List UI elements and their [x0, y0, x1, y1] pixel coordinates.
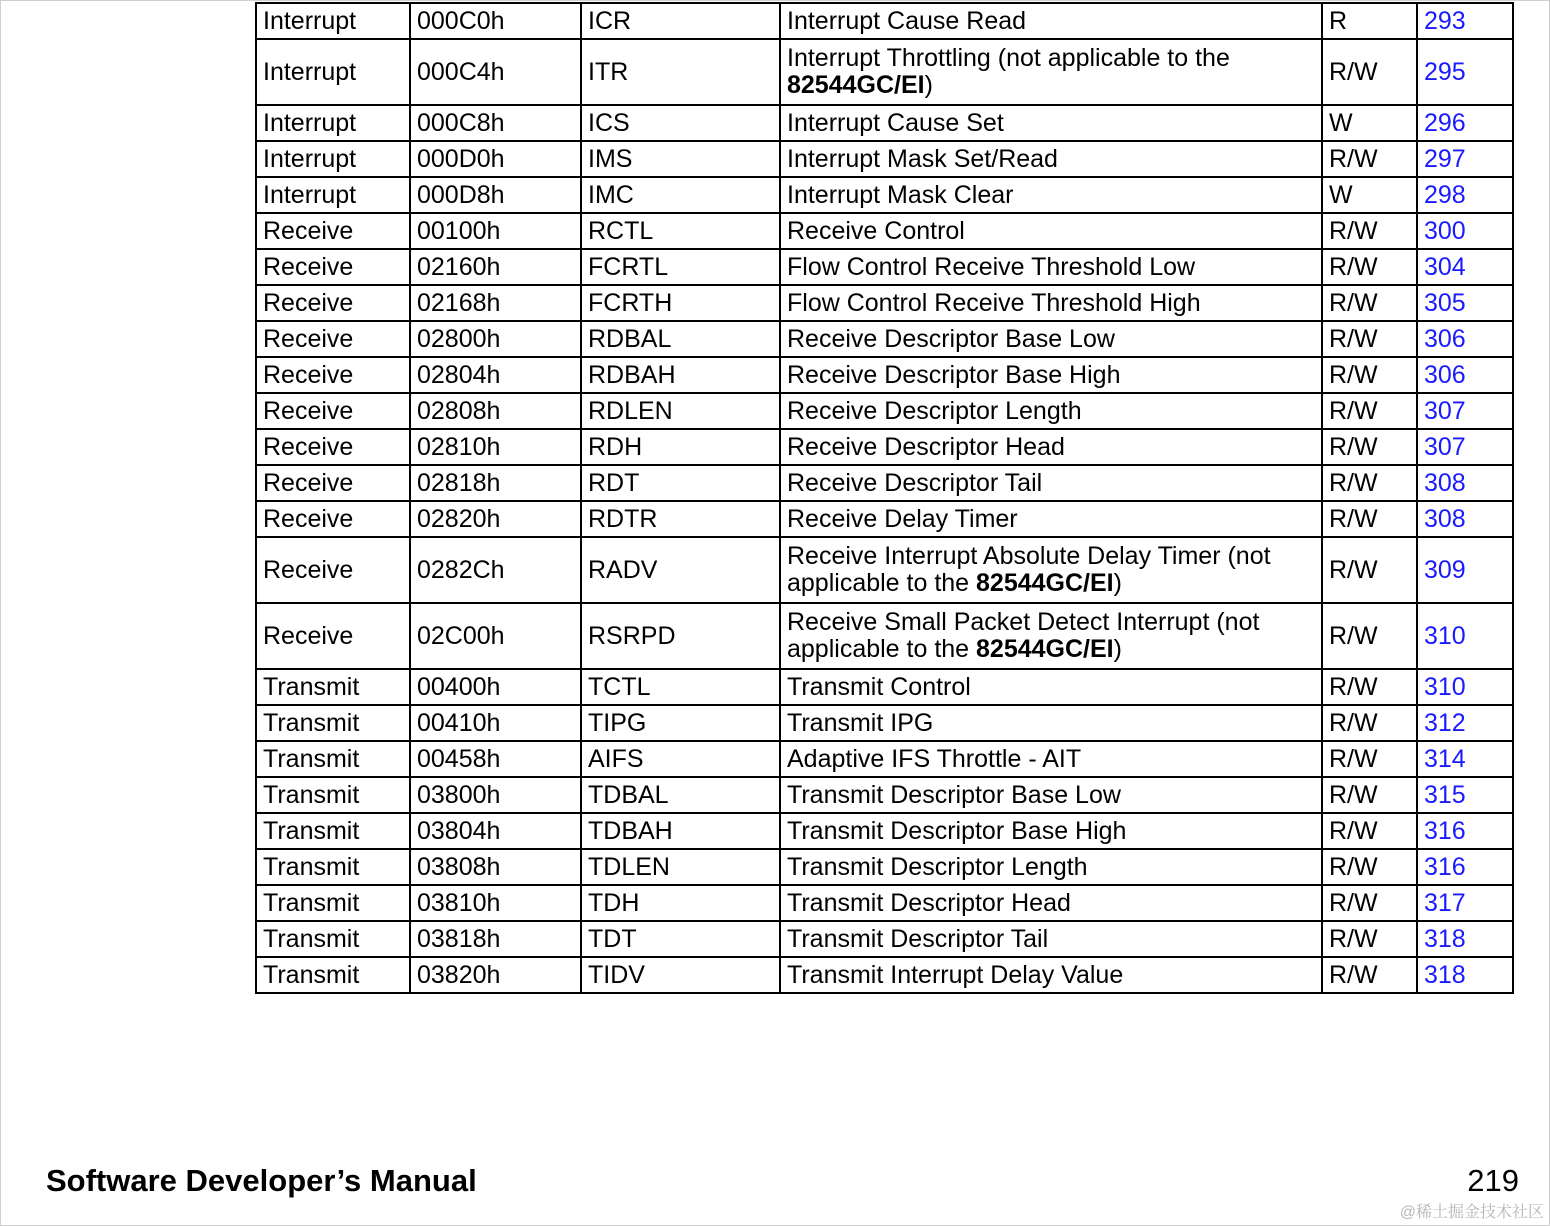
description-cell: Transmit IPG [780, 705, 1322, 741]
offset-cell: 02168h [410, 285, 581, 321]
page-link[interactable]: 316 [1417, 849, 1513, 885]
abbreviation-cell: RDBAH [581, 357, 780, 393]
abbreviation-cell: TIPG [581, 705, 780, 741]
page-link[interactable]: 310 [1417, 669, 1513, 705]
category-cell: Transmit [256, 741, 410, 777]
description-cell: Transmit Descriptor Tail [780, 921, 1322, 957]
table-row [256, 465, 1513, 501]
category-cell: Receive [256, 321, 410, 357]
category-cell: Interrupt [256, 3, 410, 39]
offset-cell: 03820h [410, 957, 581, 993]
description-cell: Interrupt Cause Read [780, 3, 1322, 39]
category-cell: Interrupt [256, 105, 410, 141]
offset-cell: 0282Ch [410, 537, 581, 603]
description-cell: Transmit Control [780, 669, 1322, 705]
page-link[interactable]: 318 [1417, 957, 1513, 993]
watermark: @稀土掘金技术社区 [1399, 1204, 1544, 1221]
offset-cell: 00400h [410, 669, 581, 705]
access-cell: R/W [1322, 603, 1417, 669]
category-cell: Interrupt [256, 177, 410, 213]
page-link[interactable]: 307 [1417, 429, 1513, 465]
offset-cell: 00100h [410, 213, 581, 249]
offset-cell: 02818h [410, 465, 581, 501]
footer-page-number: 219 [1467, 1163, 1519, 1198]
category-cell: Receive [256, 465, 410, 501]
category-cell: Receive [256, 429, 410, 465]
category-cell: Interrupt [256, 141, 410, 177]
description-cell: Receive Descriptor Length [780, 393, 1322, 429]
page-link[interactable]: 305 [1417, 285, 1513, 321]
description-part-number: 82544GC/EI [787, 71, 925, 99]
access-cell: R/W [1322, 249, 1417, 285]
table-row [256, 501, 1513, 537]
page-link[interactable]: 318 [1417, 921, 1513, 957]
access-cell: R/W [1322, 777, 1417, 813]
offset-cell: 03808h [410, 849, 581, 885]
page-link[interactable]: 312 [1417, 705, 1513, 741]
description-cell: Interrupt Cause Set [780, 105, 1322, 141]
page-link[interactable]: 317 [1417, 885, 1513, 921]
description-cell: Receive Descriptor Base High [780, 357, 1322, 393]
category-cell: Receive [256, 285, 410, 321]
abbreviation-cell: TCTL [581, 669, 780, 705]
offset-cell: 02160h [410, 249, 581, 285]
page-link[interactable]: 304 [1417, 249, 1513, 285]
description-tail: ) [924, 71, 933, 99]
page-link[interactable]: 306 [1417, 321, 1513, 357]
table-row [256, 813, 1513, 849]
abbreviation-cell: RDT [581, 465, 780, 501]
offset-cell: 03800h [410, 777, 581, 813]
abbreviation-cell: RDBAL [581, 321, 780, 357]
abbreviation-cell: FCRTH [581, 285, 780, 321]
abbreviation-cell: RADV [581, 537, 780, 603]
category-cell: Transmit [256, 849, 410, 885]
table-row [256, 3, 1513, 39]
table-row [256, 777, 1513, 813]
description-cell: Receive Descriptor Head [780, 429, 1322, 465]
table-row [256, 885, 1513, 921]
description-cell: Transmit Interrupt Delay Value [780, 957, 1322, 993]
abbreviation-cell: ICS [581, 105, 780, 141]
abbreviation-cell: TDLEN [581, 849, 780, 885]
table-row [256, 603, 1513, 669]
description-cell [780, 39, 1322, 105]
table-row [256, 105, 1513, 141]
category-cell: Transmit [256, 921, 410, 957]
description-cell: Flow Control Receive Threshold Low [780, 249, 1322, 285]
access-cell: R/W [1322, 921, 1417, 957]
description-cell: Receive Descriptor Base Low [780, 321, 1322, 357]
description-text: Receive Interrupt Absolute Delay Timer (not applicable to the [787, 542, 1271, 597]
register-table [255, 2, 1514, 994]
access-cell: R/W [1322, 501, 1417, 537]
table-row [256, 141, 1513, 177]
category-cell: Receive [256, 501, 410, 537]
page-link[interactable]: 300 [1417, 213, 1513, 249]
category-cell: Interrupt [256, 39, 410, 105]
description-tail: ) [1113, 635, 1122, 663]
offset-cell: 02C00h [410, 603, 581, 669]
offset-cell: 000C4h [410, 39, 581, 105]
access-cell: R/W [1322, 957, 1417, 993]
abbreviation-cell: TDBAH [581, 813, 780, 849]
access-cell: R/W [1322, 537, 1417, 603]
abbreviation-cell: TDT [581, 921, 780, 957]
category-cell: Receive [256, 249, 410, 285]
access-cell: R/W [1322, 741, 1417, 777]
table-row [256, 249, 1513, 285]
offset-cell: 02810h [410, 429, 581, 465]
table-row [256, 177, 1513, 213]
abbreviation-cell: RDTR [581, 501, 780, 537]
page-link[interactable]: 315 [1417, 777, 1513, 813]
page-link[interactable]: 297 [1417, 141, 1513, 177]
access-cell: R/W [1322, 39, 1417, 105]
abbreviation-cell: RDH [581, 429, 780, 465]
access-cell: W [1322, 105, 1417, 141]
page-link[interactable]: 296 [1417, 105, 1513, 141]
page-link[interactable]: 309 [1417, 537, 1513, 603]
access-cell: R/W [1322, 705, 1417, 741]
table-row [256, 429, 1513, 465]
category-cell: Transmit [256, 705, 410, 741]
page-link[interactable]: 316 [1417, 813, 1513, 849]
access-cell: R/W [1322, 141, 1417, 177]
category-cell: Transmit [256, 885, 410, 921]
offset-cell: 000D8h [410, 177, 581, 213]
offset-cell: 03818h [410, 921, 581, 957]
category-cell: Transmit [256, 777, 410, 813]
category-cell: Transmit [256, 669, 410, 705]
footer-title: Software Developer’s Manual [46, 1163, 477, 1198]
category-cell: Transmit [256, 957, 410, 993]
offset-cell: 03804h [410, 813, 581, 849]
abbreviation-cell: TDBAL [581, 777, 780, 813]
table-row [256, 213, 1513, 249]
offset-cell: 02820h [410, 501, 581, 537]
category-cell: Receive [256, 393, 410, 429]
abbreviation-cell: ITR [581, 39, 780, 105]
page-link[interactable]: 310 [1417, 603, 1513, 669]
offset-cell: 03810h [410, 885, 581, 921]
offset-cell: 00410h [410, 705, 581, 741]
abbreviation-cell: TDH [581, 885, 780, 921]
access-cell: R/W [1322, 393, 1417, 429]
offset-cell: 02800h [410, 321, 581, 357]
abbreviation-cell: RCTL [581, 213, 780, 249]
description-cell [780, 603, 1322, 669]
access-cell: R/W [1322, 357, 1417, 393]
offset-cell: 00458h [410, 741, 581, 777]
abbreviation-cell: AIFS [581, 741, 780, 777]
description-cell: Transmit Descriptor Base High [780, 813, 1322, 849]
description-cell: Receive Delay Timer [780, 501, 1322, 537]
access-cell: R/W [1322, 213, 1417, 249]
access-cell: R [1322, 3, 1417, 39]
abbreviation-cell: ICR [581, 3, 780, 39]
page-link[interactable]: 314 [1417, 741, 1513, 777]
offset-cell: 02804h [410, 357, 581, 393]
access-cell: R/W [1322, 285, 1417, 321]
page-link[interactable]: 307 [1417, 393, 1513, 429]
table-row [256, 393, 1513, 429]
offset-cell: 02808h [410, 393, 581, 429]
access-cell: R/W [1322, 465, 1417, 501]
table-row [256, 849, 1513, 885]
description-cell [780, 537, 1322, 603]
table-row [256, 537, 1513, 603]
abbreviation-cell: IMC [581, 177, 780, 213]
category-cell: Receive [256, 603, 410, 669]
table-row [256, 957, 1513, 993]
description-cell: Transmit Descriptor Head [780, 885, 1322, 921]
description-cell: Transmit Descriptor Base Low [780, 777, 1322, 813]
description-cell: Adaptive IFS Throttle - AIT [780, 741, 1322, 777]
description-part-number: 82544GC/EI [976, 635, 1114, 663]
abbreviation-cell: TIDV [581, 957, 780, 993]
access-cell: R/W [1322, 669, 1417, 705]
access-cell: W [1322, 177, 1417, 213]
abbreviation-cell: IMS [581, 141, 780, 177]
table-row [256, 321, 1513, 357]
description-tail: ) [1113, 569, 1122, 597]
register-table-body [256, 3, 1513, 993]
page-link[interactable]: 308 [1417, 465, 1513, 501]
description-text: Interrupt Throttling (not applicable to the [787, 44, 1230, 72]
table-row [256, 705, 1513, 741]
table-row [256, 741, 1513, 777]
table-row [256, 39, 1513, 105]
description-cell: Flow Control Receive Threshold High [780, 285, 1322, 321]
table-row [256, 921, 1513, 957]
description-text: Receive Small Packet Detect Interrupt (not applicable to the [787, 608, 1260, 663]
offset-cell: 000C0h [410, 3, 581, 39]
page-link[interactable]: 308 [1417, 501, 1513, 537]
description-cell: Transmit Descriptor Length [780, 849, 1322, 885]
category-cell: Transmit [256, 813, 410, 849]
abbreviation-cell: RSRPD [581, 603, 780, 669]
description-part-number: 82544GC/EI [976, 569, 1114, 597]
description-cell: Interrupt Mask Set/Read [780, 141, 1322, 177]
access-cell: R/W [1322, 849, 1417, 885]
abbreviation-cell: RDLEN [581, 393, 780, 429]
category-cell: Receive [256, 537, 410, 603]
page-link[interactable]: 295 [1417, 39, 1513, 105]
category-cell: Receive [256, 213, 410, 249]
table-row [256, 357, 1513, 393]
table-row [256, 285, 1513, 321]
offset-cell: 000D0h [410, 141, 581, 177]
description-cell: Interrupt Mask Clear [780, 177, 1322, 213]
page-link[interactable]: 293 [1417, 3, 1513, 39]
offset-cell: 000C8h [410, 105, 581, 141]
abbreviation-cell: FCRTL [581, 249, 780, 285]
description-cell: Receive Descriptor Tail [780, 465, 1322, 501]
access-cell: R/W [1322, 321, 1417, 357]
page-link[interactable]: 298 [1417, 177, 1513, 213]
access-cell: R/W [1322, 885, 1417, 921]
table-row [256, 669, 1513, 705]
page-link[interactable]: 306 [1417, 357, 1513, 393]
access-cell: R/W [1322, 429, 1417, 465]
description-cell: Receive Control [780, 213, 1322, 249]
category-cell: Receive [256, 357, 410, 393]
access-cell: R/W [1322, 813, 1417, 849]
